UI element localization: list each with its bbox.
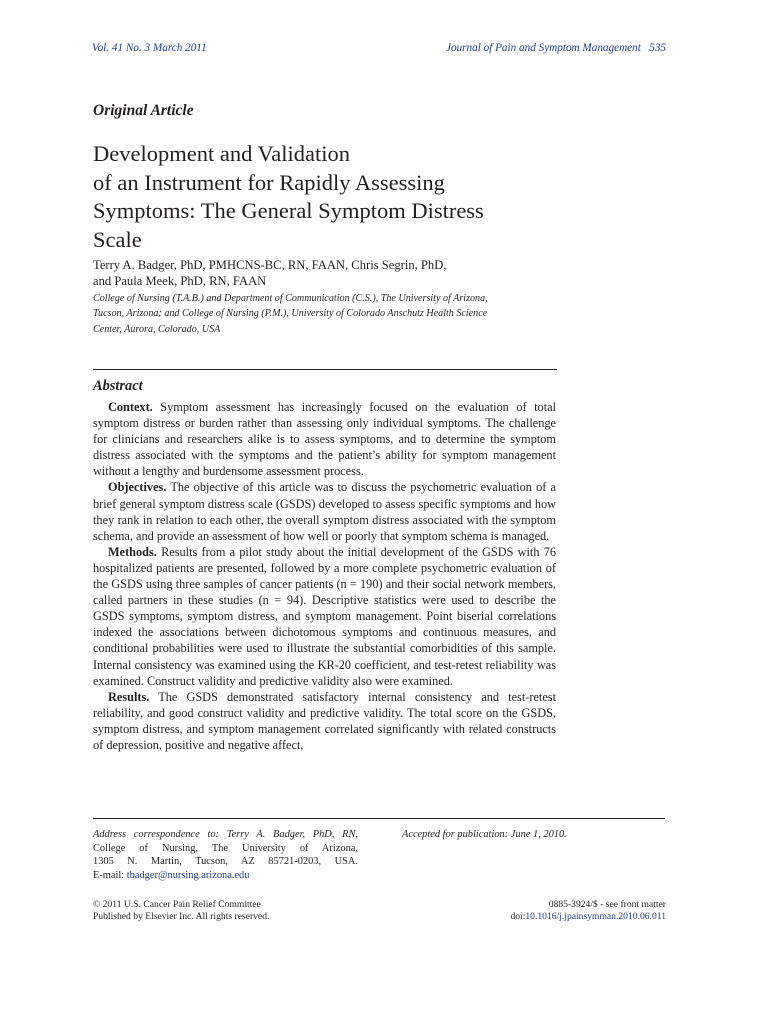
title-line: Development and Validation	[93, 141, 351, 166]
affiliation-line: Center, Aurora, Colorado, USA	[93, 323, 221, 335]
volume-issue: Vol. 41 No. 3 March 2011	[92, 42, 207, 54]
context-text: Symptom assessment has increasingly focused on the evaluation of total symptom distress or burden rather than assessing only individual symptoms. The challenge for clinicians and researchers alike is to assess symptoms, and to determine the symptom distress associated with the symptoms and the patient’s ability for symptom management without a lengthy and burdensome assessment process.	[93, 400, 556, 479]
affiliation-line: Tucson, Arizona; and College of Nursing (P.M.), University of Colorado Anschutz Health Science	[93, 308, 488, 320]
email-label: E-mail:	[93, 870, 125, 882]
article-type: Original Article	[93, 102, 194, 119]
accepted-date: Accepted for publication: June 1, 2010.	[402, 829, 567, 840]
issn-doi	[510, 899, 666, 923]
authors-line: Terry A. Badger, PhD, PMHCNS-BC, RN, FAAN, Chris Segrin, PhD,	[93, 258, 447, 272]
context-label: Context.	[108, 400, 153, 414]
abstract-top-rule	[93, 369, 557, 370]
email-line	[93, 869, 358, 883]
objectives-label: Objectives.	[108, 480, 167, 495]
copyright-line: Published by Elsevier Inc. All rights reserved.	[93, 910, 270, 922]
address-line: Address correspondence to: Terry A. Badger, PhD, RN,	[93, 829, 358, 840]
title-line: Scale	[93, 226, 142, 252]
footnote-rule	[93, 818, 665, 819]
abstract-objectives	[93, 479, 556, 543]
methods-text: Results from a pilot study about the initial development of the GSDS with 76 hospitalized patients are presented, followed by a more complete psychometric evaluation of the GSDS using three samples of cancer patients (n = 190) and their social network members, called partners in these studies (n = 94). Descriptive statistics were used to describe the GSDS symptoms, symptom distress, and symptom management. Point biserial correlations indexed the associations between dichotomous symptoms and continuous measures, and conditional probabilities were used to illustrate the substantial comorbidities of this sample. Internal consistency was examined using the KR-20 coefficient, and test-retest reliability was examined. Construct validity and predictive validity also were examined.	[93, 544, 557, 688]
article-title	[93, 140, 573, 254]
correspondence-address	[93, 828, 358, 883]
abstract-body	[93, 399, 556, 753]
running-header	[92, 42, 666, 54]
email-link[interactable]: tbadger@nursing.arizona.edu	[126, 870, 250, 882]
author-list	[93, 257, 563, 290]
methods-label: Methods.	[108, 544, 157, 559]
objectives-text: The objective of this article was to discuss the psychometric evaluation of a brief general symptom distress scale (GSDS) developed to assess specific symptoms and how they rank in relation to each other, the overall symptom distress associated with the symptom schema, and provide an assessment of how well or poorly that symptom schema is managed.	[93, 480, 556, 543]
journal-page: Journal of Pain and Symptom Management 535	[446, 42, 666, 54]
address-line: 1305 N. Martin, Tucson, AZ 85721-0203, USA.	[93, 856, 358, 868]
title-line: of an Instrument for Rapidly Assessing	[93, 169, 445, 195]
address-line: College of Nursing, The University of Arizona,	[93, 842, 358, 854]
doi-label: doi:	[510, 910, 526, 922]
abstract-context	[93, 399, 556, 479]
results-label: Results.	[108, 689, 150, 704]
abstract-heading: Abstract	[93, 378, 143, 394]
issn: 0885-3924/$ - see front matter	[548, 899, 666, 910]
doi-link[interactable]: 10.1016/j.jpainsymman.2010.06.011	[525, 910, 666, 922]
abstract-results	[93, 689, 556, 753]
copyright-line: © 2011 U.S. Cancer Pain Relief Committee	[93, 899, 261, 910]
affiliations	[93, 291, 563, 337]
title-line: Symptoms: The General Symptom Distress	[93, 198, 484, 224]
abstract-methods	[93, 544, 556, 689]
results-text: The GSDS demonstrated satisfactory internal consistency and test-retest reliability, and good construct validity and predictive validity. The total score on the GSDS, symptom distress, and symptom management correlated significantly with related constructs of depression, positive and negative affect,	[93, 689, 556, 752]
authors-line: and Paula Meek, PhD, RN, FAAN	[93, 274, 267, 289]
copyright-notice	[93, 899, 269, 923]
affiliation-line: College of Nursing (T.A.B.) and Department of Communication (C.S.), The University of Arizona,	[93, 293, 488, 304]
